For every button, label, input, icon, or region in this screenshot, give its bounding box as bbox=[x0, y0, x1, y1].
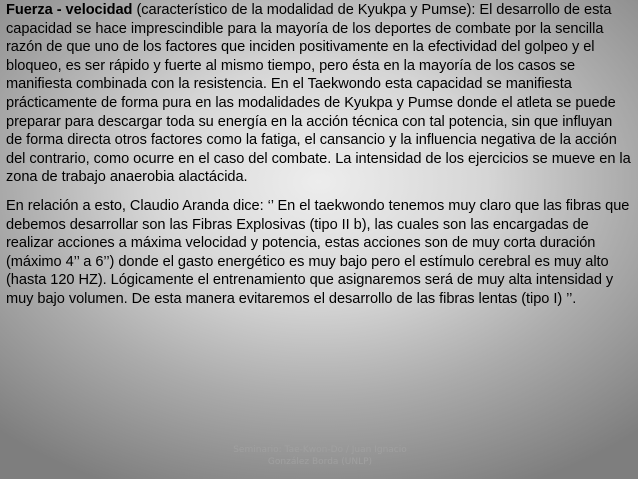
footer-caption: Seminario: Tae-Kwon-Do / Juan Ignacio González Borda (UNLP) bbox=[233, 445, 407, 467]
term-heading: Fuerza - velocidad bbox=[6, 2, 133, 18]
slide-body bbox=[6, 0, 632, 309]
paragraph-body: El desarrollo de esta capacidad se hace imprescindible para la mayoría de los deportes de combate por la sencilla razón de que uno de los factores que inciden positivamente en la efectividad del golpeo y el bloqueo, es ser rápido y fuerte al mismo tiempo, pero ésta en la mayoría de los casos se manifiesta combinada con la resistencia. En el Taekwondo esta capacidad se manifiesta prácticamente de forma pura en las modalidades de Kyukpa y Pumse donde el atleta se puede preparar para descargar toda su energía en la acción técnica con tal potencia, sin que influyan de forma directa otros factores como la fatiga, el cansancio y la influencia negativa de la acción del contrario, como ocurre en el caso del combate. La intensidad de los ejercicios se mueve en la zona de trabajo anaerobia alactácida. bbox=[6, 2, 631, 186]
paragraph-aranda-quote: En relación a esto, Claudio Aranda dice: ‘’ En el taekwondo tenemos muy claro que las fibras que debemos desarrollar son las Fibras Explosivas (tipo II b), las cuales son las encargadas de realizar acciones a máxima velocidad y potencia, estas acciones son de muy corta duración (máximo 4’’ a 6’’) donde el gasto energético es muy bajo pero el estímulo cerebral es muy alto (hasta 120 HZ). Lógicamente el entrenamiento que asignaremos será de muy alta intensidad y muy bajo volumen. De esta manera evitaremos el desarrollo de las fibras lentas (tipo I) ’’. bbox=[6, 197, 630, 307]
paragraph-fuerza-velocidad bbox=[6, 0, 632, 187]
term-qualifier: (característico de la modalidad de Kyukpa y Pumse): bbox=[132, 2, 480, 18]
